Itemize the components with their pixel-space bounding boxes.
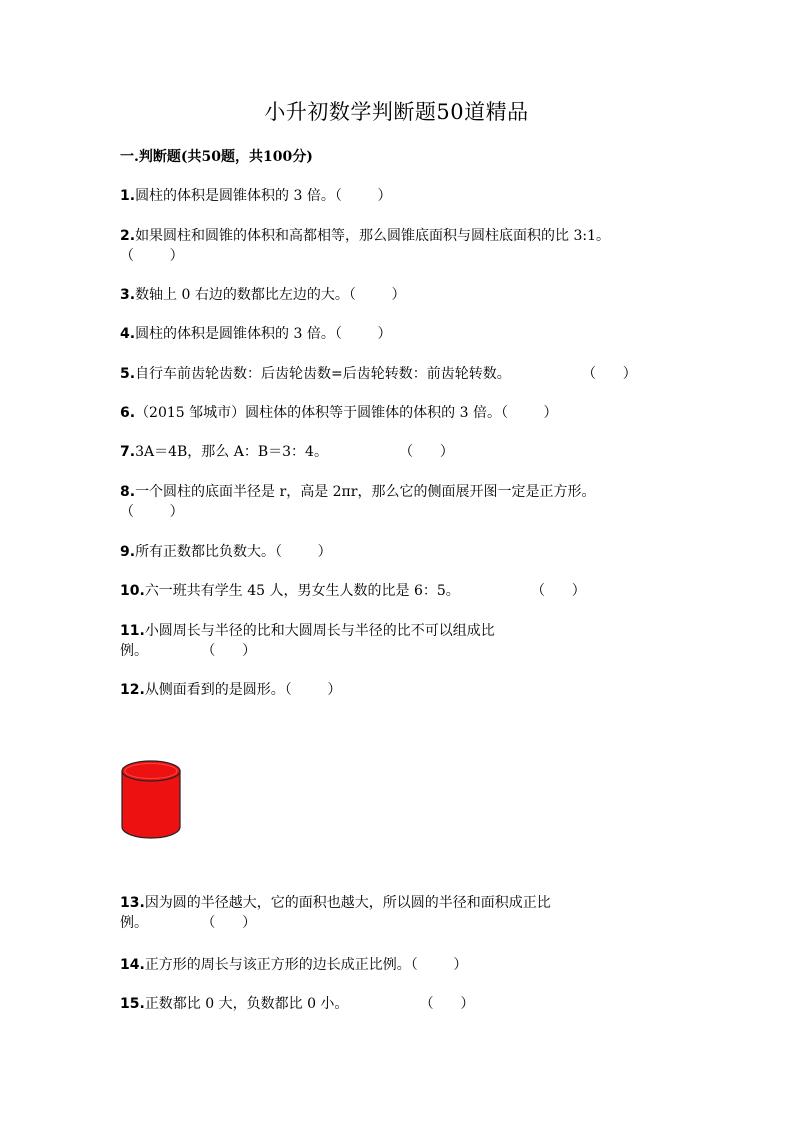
cylinder-icon: [118, 758, 184, 840]
question-number: 9.: [120, 544, 136, 560]
question-12: [120, 680, 680, 700]
question-text: 一个圆柱的底面半径是 r，高是 2πr，那么它的侧面展开图一定是正方形。 （ ）: [120, 484, 596, 520]
question-2: [120, 226, 680, 266]
question-1: [120, 186, 680, 206]
question-text: 从侧面看到的是圆形。（ ）: [144, 682, 342, 698]
question-5: [120, 364, 680, 384]
question-number: 3.: [120, 287, 136, 303]
question-text: 圆柱的体积是圆锥体积的 3 倍。（ ）: [135, 326, 392, 342]
question-15: [120, 994, 680, 1014]
question-text: 自行车前齿轮齿数：后齿轮齿数=后齿轮转数：前齿轮转数。 （ ）: [135, 366, 637, 382]
question-number: 6.: [120, 405, 136, 421]
document-title: 小升初数学判断题50道精品: [264, 100, 529, 124]
question-14: [120, 955, 680, 975]
question-number: 11.: [120, 623, 145, 639]
question-number: 7.: [120, 444, 136, 460]
question-number: 15.: [120, 996, 145, 1012]
question-text: 小圆周长与半径的比和大圆周长与半径的比不可以组成比 例。 （ ）: [120, 623, 495, 659]
question-8: [120, 482, 680, 522]
question-number: 14.: [120, 957, 145, 973]
question-number: 13.: [120, 895, 145, 911]
question-number: 2.: [120, 228, 136, 244]
question-text: 因为圆的半径越大，它的面积也越大，所以圆的半径和面积成正比 例。 （ ）: [120, 895, 551, 931]
question-text: 六一班共有学生 45 人，男女生人数的比是 6：5。 （ ）: [144, 583, 586, 599]
question-text: 所有正数都比负数大。（ ）: [135, 544, 332, 560]
question-3: [120, 285, 680, 305]
question-text: 3A＝4B，那么 A：B＝3：4。 （ ）: [135, 444, 454, 460]
question-text: 圆柱的体积是圆锥体积的 3 倍。（ ）: [135, 188, 392, 204]
question-number: 1.: [120, 188, 136, 204]
question-number: 5.: [120, 366, 136, 382]
question-4: [120, 324, 680, 344]
question-text: 正方形的周长与该正方形的边长成正比例。（ ）: [144, 957, 468, 973]
section-heading: 一.判断题(共50题，共100分): [120, 149, 313, 165]
question-7: [120, 442, 680, 462]
question-11: [120, 621, 680, 661]
question-number: 8.: [120, 484, 136, 500]
red-cylinder-figure: [118, 758, 184, 840]
question-text: 正数都比 0 大，负数都比 0 小。 （ ）: [144, 996, 475, 1012]
question-6: [120, 403, 680, 423]
question-10: [120, 581, 680, 601]
question-text: （2015 邹城市）圆柱体的体积等于圆锥体的体积的 3 倍。（ ）: [135, 405, 558, 421]
question-text: 数轴上 0 右边的数都比左边的大。（ ）: [135, 287, 406, 303]
question-number: 10.: [120, 583, 145, 599]
question-number: 4.: [120, 326, 136, 342]
question-9: [120, 542, 680, 562]
question-13: [120, 893, 680, 933]
question-text: 如果圆柱和圆锥的体积和高都相等，那么圆锥底面积与圆柱底面积的比 3:1。 （ ）: [120, 228, 611, 264]
question-number: 12.: [120, 682, 145, 698]
